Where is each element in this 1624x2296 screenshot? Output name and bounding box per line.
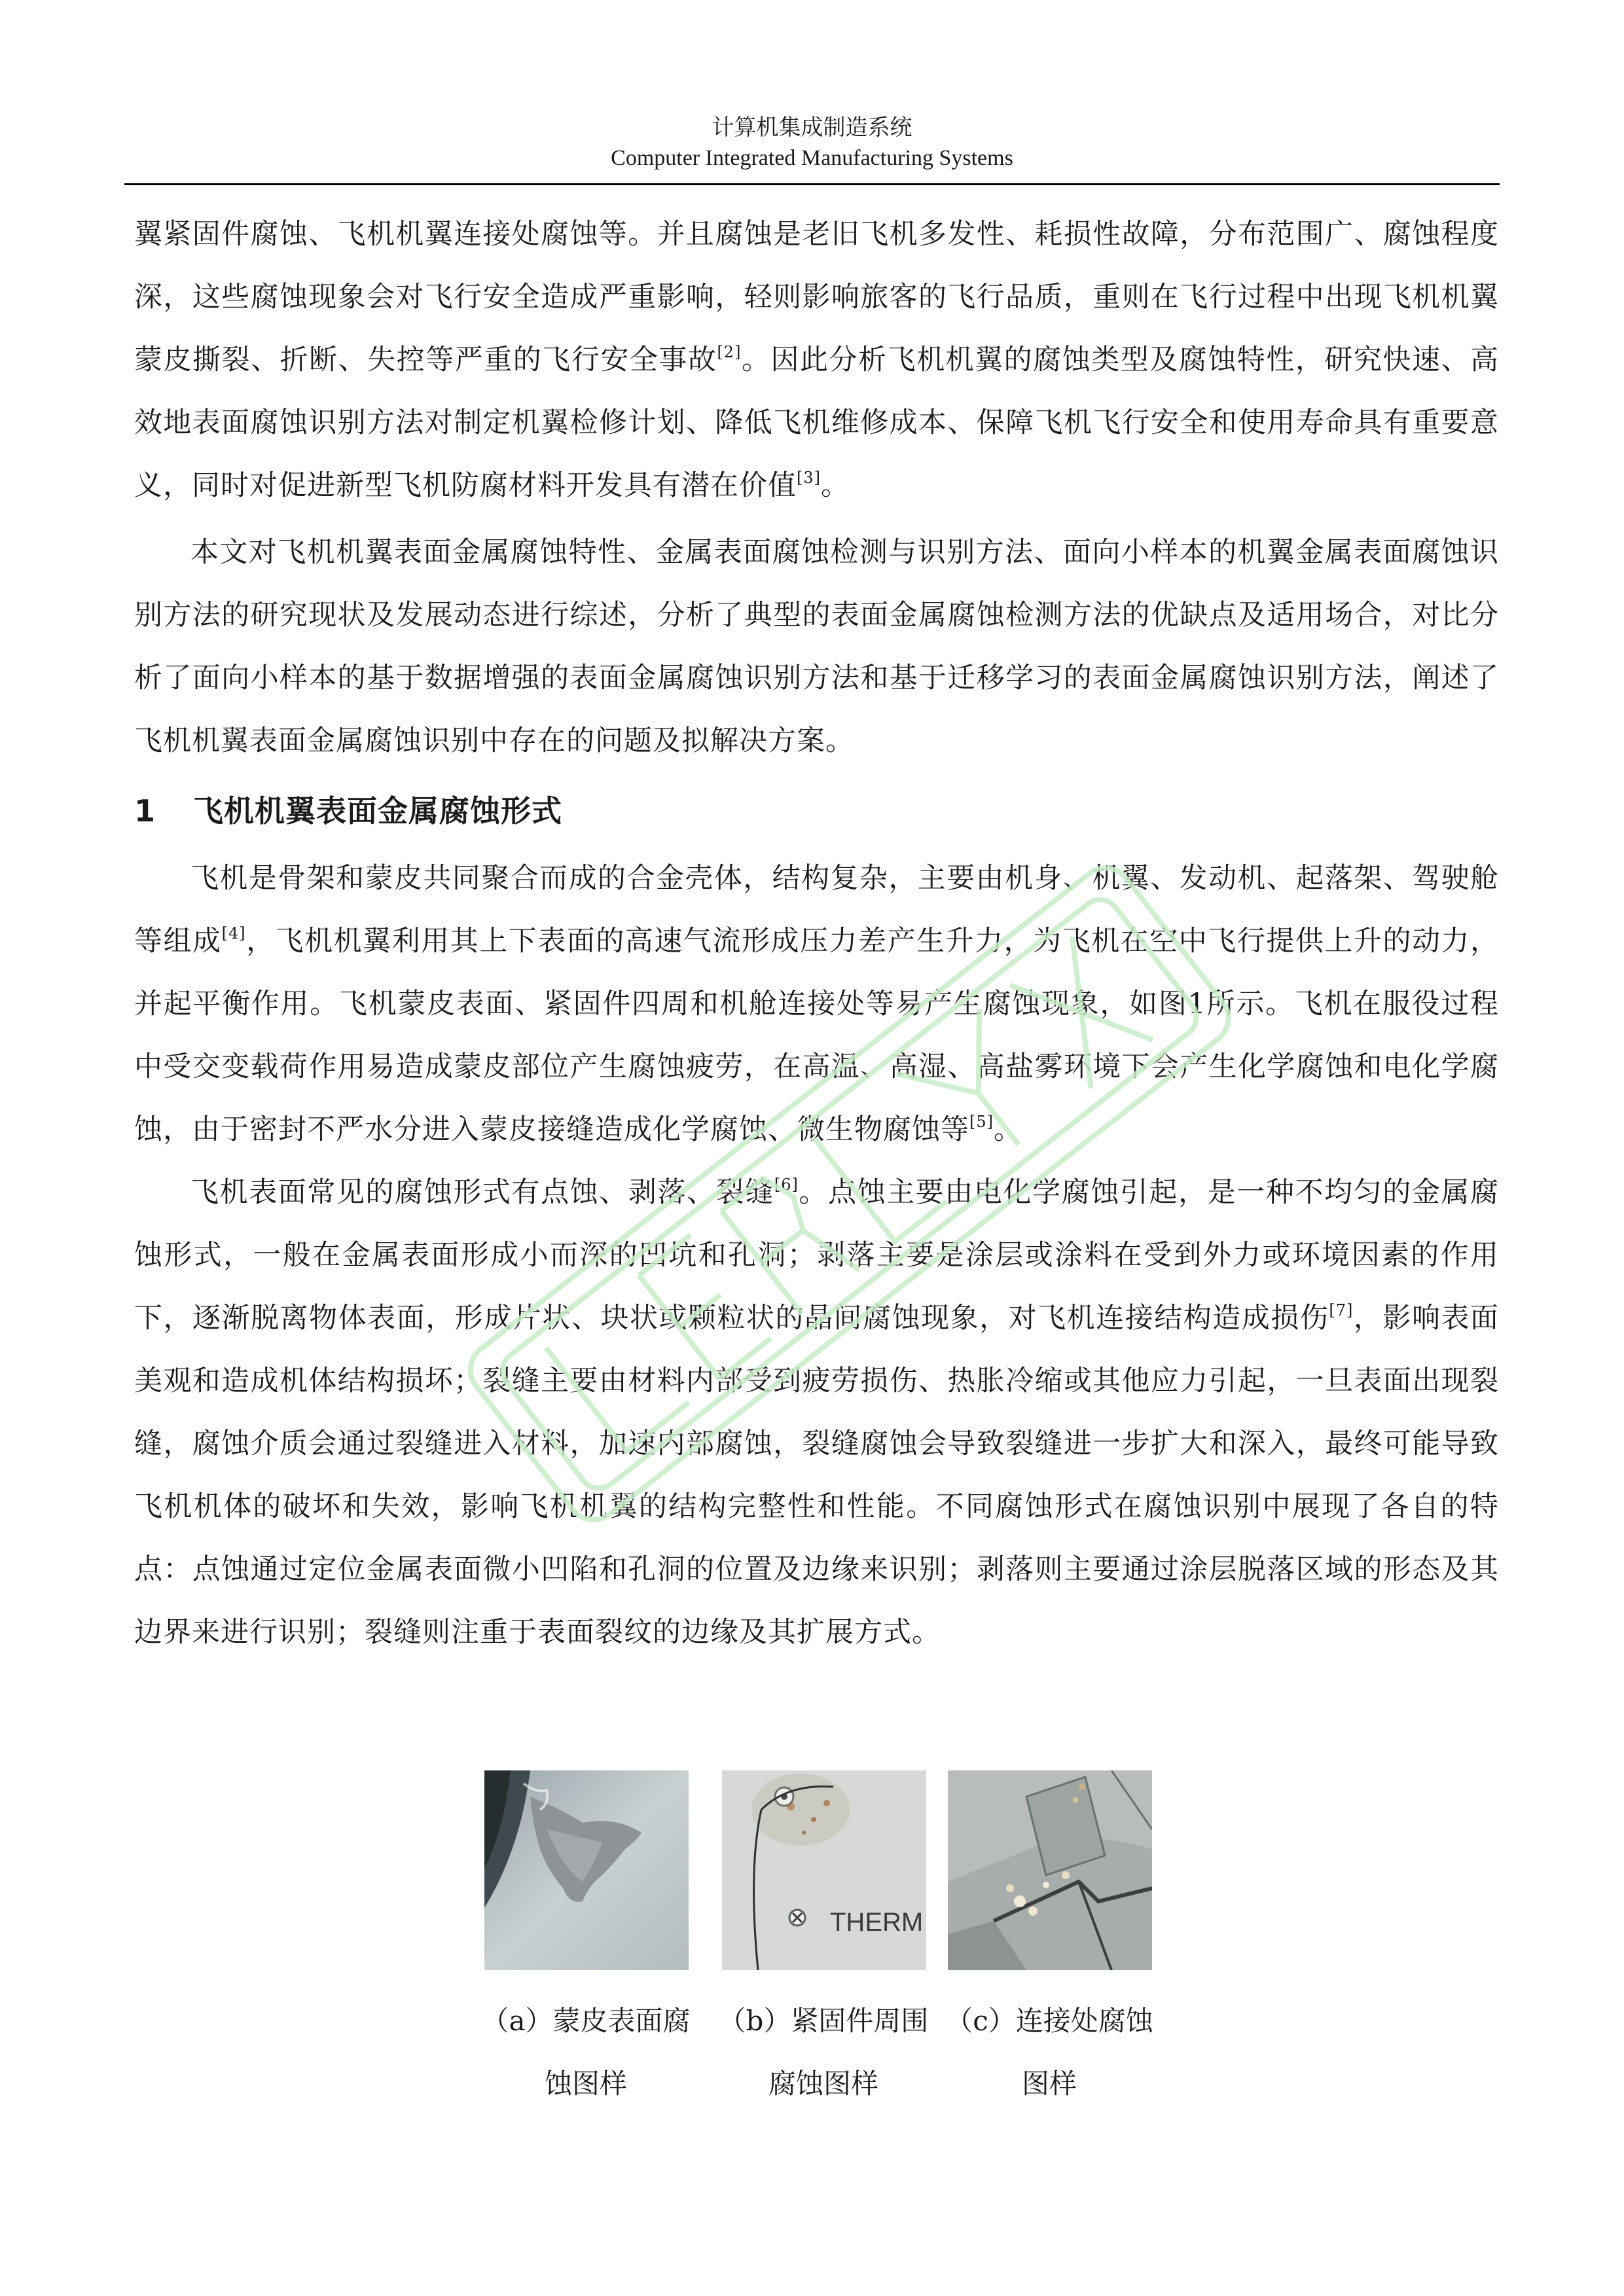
- section-number: 1: [134, 793, 156, 829]
- journal-title-cn: 计算机集成制造系统: [712, 115, 912, 141]
- caption-1a: （a）蒙皮表面腐 蚀图样: [481, 2005, 691, 2100]
- citation-5[interactable]: [5]: [969, 1113, 994, 1131]
- figure-1b-fastener-corrosion: [722, 1770, 926, 1970]
- citation-6[interactable]: [6]: [774, 1175, 799, 1194]
- caption-1c: （c）连接处腐蚀 图样: [945, 2005, 1153, 2100]
- citation-2[interactable]: [2]: [717, 343, 742, 361]
- fastener-corrosion-image: [722, 1770, 926, 1970]
- section-heading-1: [134, 775, 1499, 847]
- figure-1c-joint-corrosion: [948, 1770, 1152, 1970]
- skin-corrosion-image: [484, 1770, 689, 1970]
- citation-3[interactable]: [3]: [797, 469, 821, 487]
- caption-1b: （b）紧固件周围 腐蚀图样: [718, 2005, 929, 2100]
- fastener-label: THERM: [830, 1908, 924, 1937]
- section-title: 飞机机翼表面金属腐蚀形式: [193, 793, 562, 829]
- journal-title-en: Computer Integrated Manufacturing Systems: [611, 146, 1013, 170]
- header-rule: [124, 183, 1500, 185]
- paragraph-2: 本文对飞机机翼表面金属腐蚀特性、金属表面腐蚀检测与识别方法、面向小样本的机翼金属表面腐蚀识别方法的研究现状及发展动态进行综述，分析了典型的表面金属腐蚀检测方法的优缺点及适用场合，对比分析了面向小样本的基于数据增强的表面金属腐蚀识别方法和基于迁移学习的表面金属腐蚀识别方法，阐述了飞机机翼表面金属腐蚀识别中存在的问题及拟解决方案。: [134, 536, 1499, 757]
- figure-1a-skin-corrosion: [484, 1770, 689, 1970]
- joint-corrosion-image: [948, 1770, 1152, 1970]
- page-header: [124, 111, 1500, 173]
- paragraph-3: 飞机是骨架和蒙皮共同聚合而成的合金壳体，结构复杂，主要由机身、机翼、发动机、起落架、驾驶舱等组成[4]，飞机机翼利用其上下表面的高速气流形成压力差产生升力，为飞机在空中飞行提供上升的动力，并起平衡作用。飞机蒙皮表面、紧固件四周和机舱连接处等易产生腐蚀现象，如图1所示。飞机在服役过程中受交变载荷作用易造成蒙皮部位产生腐蚀疲劳，在高温、高湿、高盐雾环境下会产生化学腐蚀和电化学腐蚀，由于密封不严水分进入蒙皮接缝造成化学腐蚀、微生物腐蚀等[5]。: [134, 862, 1500, 1146]
- citation-4[interactable]: [4]: [221, 924, 246, 942]
- citation-7[interactable]: [7]: [1329, 1301, 1354, 1319]
- paragraph-1: 翼紧固件腐蚀、飞机机翼连接处腐蚀等。并且腐蚀是老旧飞机多发性、耗损性故障，分布范围广、腐蚀程度深，这些腐蚀现象会对飞行安全造成严重影响，轻则影响旅客的飞行品质，重则在飞行过程中出现飞机机翼蒙皮撕裂、折断、失控等严重的飞行安全事故[2]。因此分析飞机机翼的腐蚀类型及腐蚀特性，研究快速、高效地表面腐蚀识别方法对制定机翼检修计划、降低飞机维修成本、保障飞机飞行安全和使用寿命具有重要意义，同时对促进新型飞机防腐材料开发具有潜在价值[3]。: [134, 218, 1500, 502]
- paragraph-4: 飞机表面常见的腐蚀形式有点蚀、剥落、裂缝[6]。点蚀主要由电化学腐蚀引起，是一种不均匀的金属腐蚀形式，一般在金属表面形成小而深的凹坑和孔洞；剥落主要是涂层或涂料在受到外力或环境因素的作用下，逐渐脱离物体表面，形成片状、块状或颗粒状的晶间腐蚀现象，对飞机连接结构造成损伤[7]，影响表面美观和造成机体结构损坏；裂缝主要由材料内部受到疲劳损伤、热胀冷缩或其他应力引起，一旦表面出现裂缝，腐蚀介质会通过裂缝进入材料，加速内部腐蚀，裂缝腐蚀会导致裂缝进一步扩大和深入，最终可能导致飞机机体的破坏和失效，影响飞机机翼的结构完整性和性能。不同腐蚀形式在腐蚀识别中展现了各自的特点：点蚀通过定位金属表面微小凹陷和孔洞的位置及边缘来识别；剥落则主要通过涂层脱落区域的形态及其边界来进行识别；裂缝则注重于表面裂纹的边缘及其扩展方式。: [134, 1175, 1500, 1649]
- figure-1: [481, 1770, 1165, 2100]
- article-body: [134, 203, 1499, 1664]
